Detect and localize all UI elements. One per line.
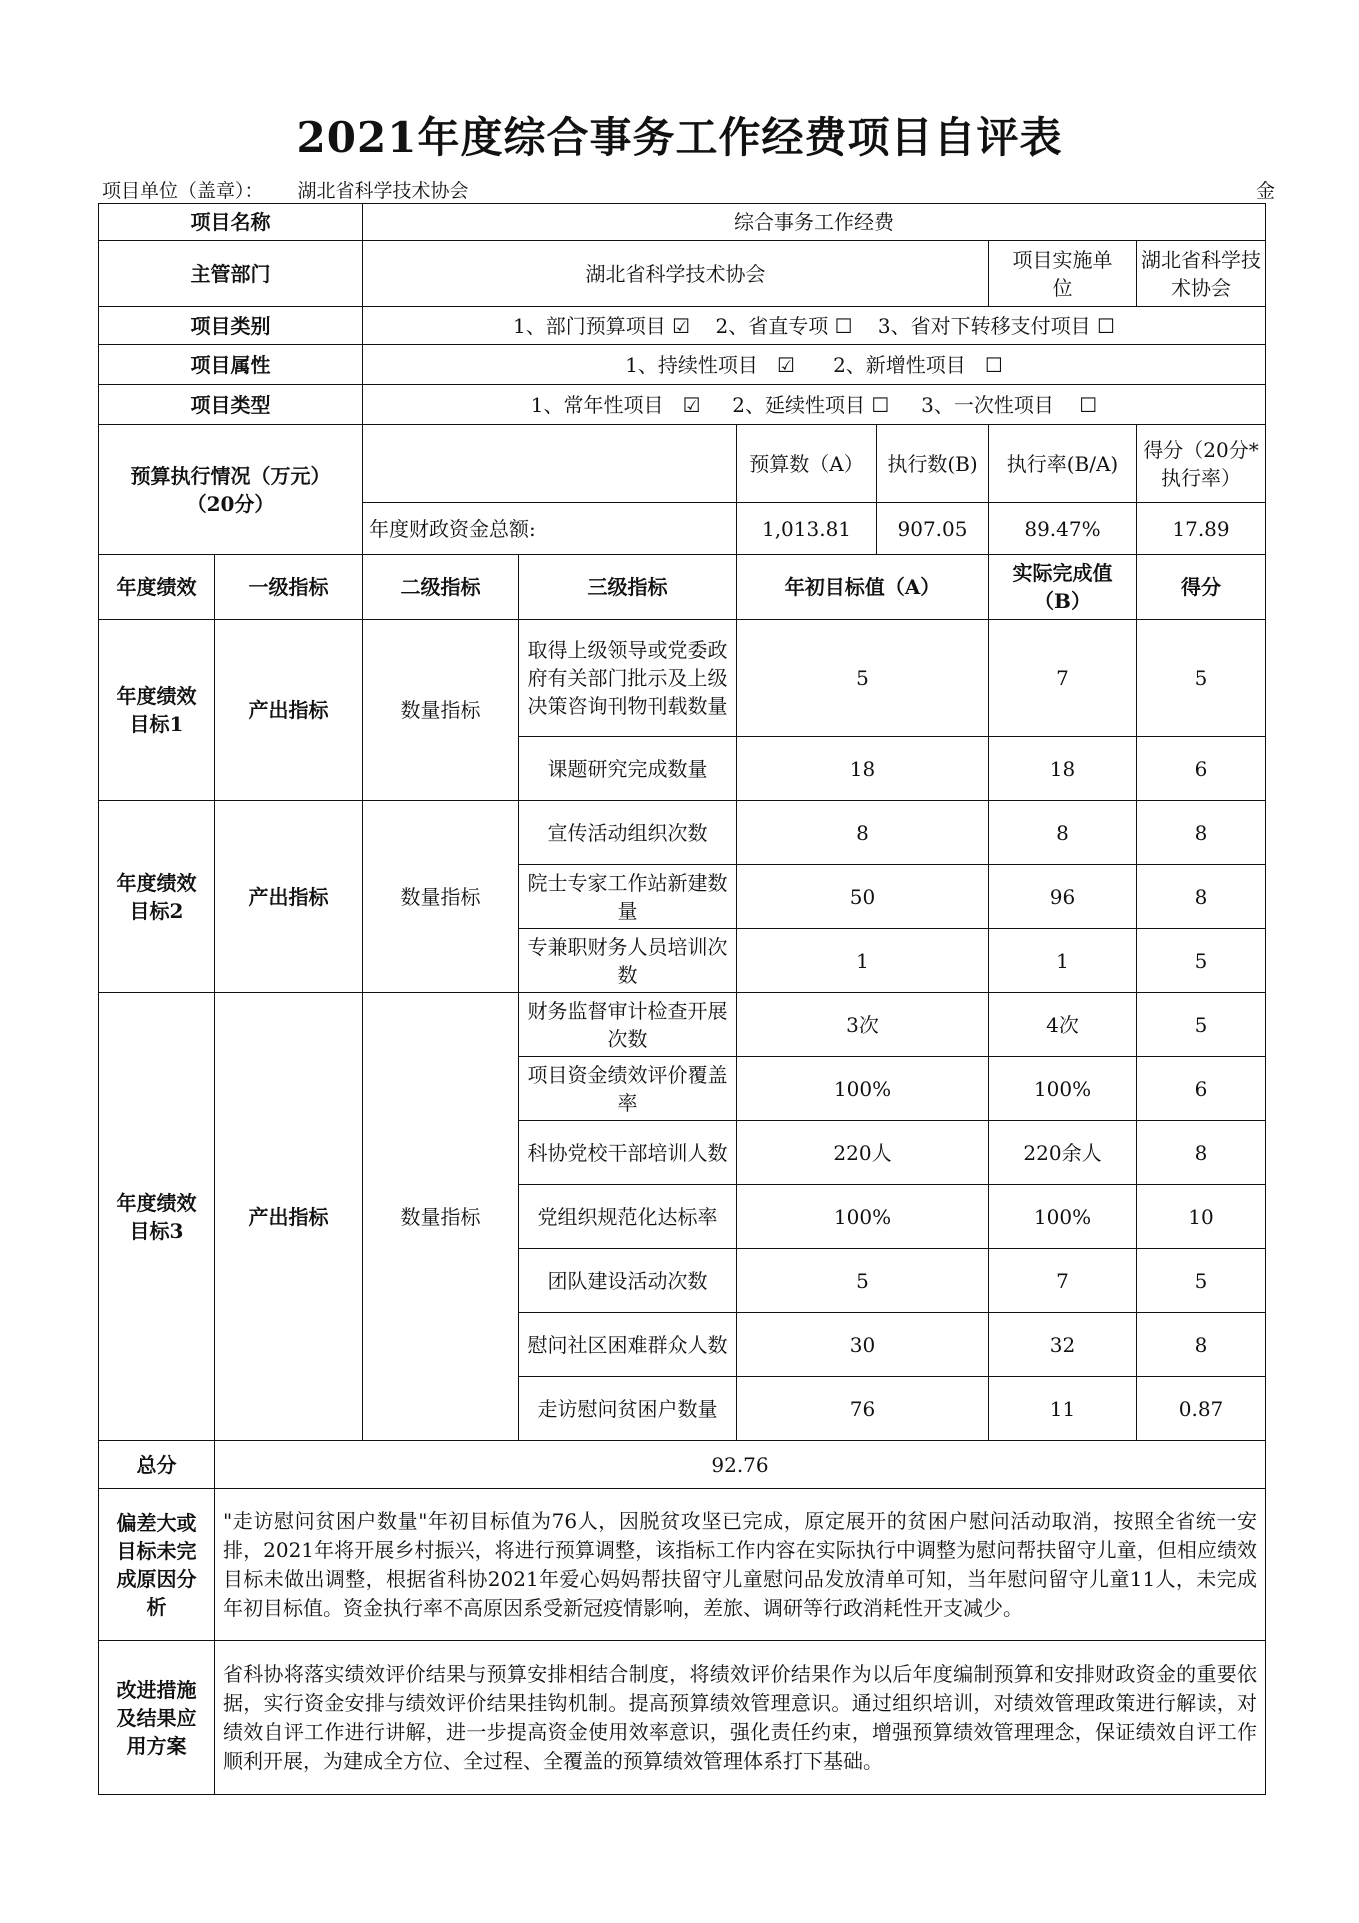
indicator: 课题研究完成数量 [519,737,737,801]
target-value: 3次 [737,993,989,1057]
budget-value-b: 907.05 [877,503,989,555]
actual-value: 11 [989,1377,1137,1441]
goal-2-label: 年度绩效目标2 [99,801,215,993]
category-value: 1、部门预算项目 ☑ 2、省直专项 ☐ 3、省对下转移支付项目 ☐ [363,307,1266,345]
perf-header-score: 得分 [1137,555,1266,620]
score-value: 5 [1137,1249,1266,1313]
unit-line [102,176,469,203]
score-value: 5 [1137,929,1266,993]
indicator: 党组织规范化达标率 [519,1185,737,1249]
target-value: 1 [737,929,989,993]
perf-header-level1: 一级指标 [215,555,363,620]
deviation-label: 偏差大或目标未完成原因分析 [99,1489,215,1641]
score-value: 6 [1137,1057,1266,1121]
budget-value-a: 1,013.81 [737,503,877,555]
goal-2-level1: 产出指标 [215,801,363,993]
indicator: 走访慰问贫困户数量 [519,1377,737,1441]
actual-value: 4次 [989,993,1137,1057]
target-value: 50 [737,865,989,929]
score-value: 8 [1137,1313,1266,1377]
actual-value: 100% [989,1057,1137,1121]
stray-char: 金 [1256,180,1276,202]
type-value: 1、常年性项目 ☑ 2、延续性项目 ☐ 3、一次性项目 ☐ [363,385,1266,425]
target-value: 8 [737,801,989,865]
score-value: 10 [1137,1185,1266,1249]
perf-header-level2: 二级指标 [363,555,519,620]
score-value: 5 [1137,620,1266,737]
score-value: 5 [1137,993,1266,1057]
unit-label: 项目单位（盖章）： [102,180,264,202]
unit-value: 湖北省科学技术协会 [297,180,469,202]
budget-header-rate: 执行率(B/A) [989,425,1137,503]
total-value: 92.76 [215,1441,1266,1489]
target-value: 5 [737,620,989,737]
score-value: 8 [1137,865,1266,929]
actual-value: 100% [989,1185,1137,1249]
budget-label: 预算执行情况（万元）（20分） [99,425,363,555]
indicator: 科协党校干部培训人数 [519,1121,737,1185]
target-value: 100% [737,1185,989,1249]
score-value: 6 [1137,737,1266,801]
project-name-label: 项目名称 [99,204,363,241]
perf-header-level3: 三级指标 [519,555,737,620]
actual-value: 220余人 [989,1121,1137,1185]
budget-header-b: 执行数(B) [877,425,989,503]
target-value: 220人 [737,1121,989,1185]
deviation-text: "走访慰问贫困户数量"年初目标值为76人，因脱贫攻坚已完成，原定展开的贫困户慰问活动取消，按照全省统一安排，2021年将开展乡村振兴，将进行预算调整，该指标工作内容在实际执行中调整为慰问帮扶留守儿童，但相应绩效目标未做出调整，根据省科协2021年爱心妈妈帮扶留守儿童慰问品发放清单可知，当年慰问留守儿童11人，未完成年初目标值。资金执行率不高原因系受新冠疫情影响，差旅、调研等行政消耗性开支减少。 [215,1489,1266,1641]
actual-value: 8 [989,801,1137,865]
budget-header-a: 预算数（A） [737,425,877,503]
indicator: 宣传活动组织次数 [519,801,737,865]
improvement-text: 省科协将落实绩效评价结果与预算安排相结合制度，将绩效评价结果作为以后年度编制预算和安排财政资金的重要依据，实行资金安排与绩效评价结果挂钩机制。提高预算绩效管理意识。通过组织培训，对绩效管理政策进行解读，对绩效自评工作进行讲解，进一步提高资金使用效率意识，强化责任约束，增强预算绩效管理理念，保证绩效自评工作顺利开展，为建成全方位、全过程、全覆盖的预算绩效管理体系打下基础。 [215,1641,1266,1795]
actual-value: 32 [989,1313,1137,1377]
goal-1-level2: 数量指标 [363,620,519,801]
perf-header-target: 年初目标值（A） [737,555,989,620]
indicator: 取得上级领导或党委政府有关部门批示及上级决策咨询刊物刊载数量 [519,620,737,737]
target-value: 30 [737,1313,989,1377]
budget-header-score: 得分（20分*执行率） [1137,425,1266,503]
score-value: 0.87 [1137,1377,1266,1441]
attr-value: 1、持续性项目 ☑ 2、新增性项目 ☐ [363,345,1266,385]
budget-value-score: 17.89 [1137,503,1266,555]
actual-value: 7 [989,1249,1137,1313]
perf-header-annual: 年度绩效 [99,555,215,620]
budget-blank [363,425,737,503]
goal-3-label: 年度绩效目标3 [99,993,215,1441]
indicator: 专兼职财务人员培训次数 [519,929,737,993]
actual-value: 7 [989,620,1137,737]
dept-label: 主管部门 [99,241,363,307]
total-label: 总分 [99,1441,215,1489]
indicator: 项目资金绩效评价覆盖率 [519,1057,737,1121]
project-name-value: 综合事务工作经费 [363,204,1266,241]
goal-1-level1: 产出指标 [215,620,363,801]
target-value: 100% [737,1057,989,1121]
indicator: 团队建设活动次数 [519,1249,737,1313]
indicator: 慰问社区困难群众人数 [519,1313,737,1377]
indicator: 财务监督审计检查开展次数 [519,993,737,1057]
impl-value: 湖北省科学技术协会 [1137,241,1266,307]
dept-value: 湖北省科学技术协会 [363,241,989,307]
goal-3-level1: 产出指标 [215,993,363,1441]
goal-3-level2: 数量指标 [363,993,519,1441]
goal-1-label: 年度绩效目标1 [99,620,215,801]
page-title: 2021年度综合事务工作经费项目自评表 [296,113,1063,162]
impl-label: 项目实施单位 [989,241,1137,307]
score-value: 8 [1137,801,1266,865]
perf-header-actual: 实际完成值（B） [989,555,1137,620]
target-value: 18 [737,737,989,801]
indicator: 院士专家工作站新建数量 [519,865,737,929]
goal-2-level2: 数量指标 [363,801,519,993]
actual-value: 18 [989,737,1137,801]
score-value: 8 [1137,1121,1266,1185]
attr-label: 项目属性 [99,345,363,385]
target-value: 76 [737,1377,989,1441]
actual-value: 1 [989,929,1137,993]
budget-value-rate: 89.47% [989,503,1137,555]
budget-row-label: 年度财政资金总额: [363,503,737,555]
improvement-label: 改进措施及结果应用方案 [99,1641,215,1795]
type-label: 项目类型 [99,385,363,425]
target-value: 5 [737,1249,989,1313]
evaluation-table [98,203,1266,1795]
category-label: 项目类别 [99,307,363,345]
actual-value: 96 [989,865,1137,929]
